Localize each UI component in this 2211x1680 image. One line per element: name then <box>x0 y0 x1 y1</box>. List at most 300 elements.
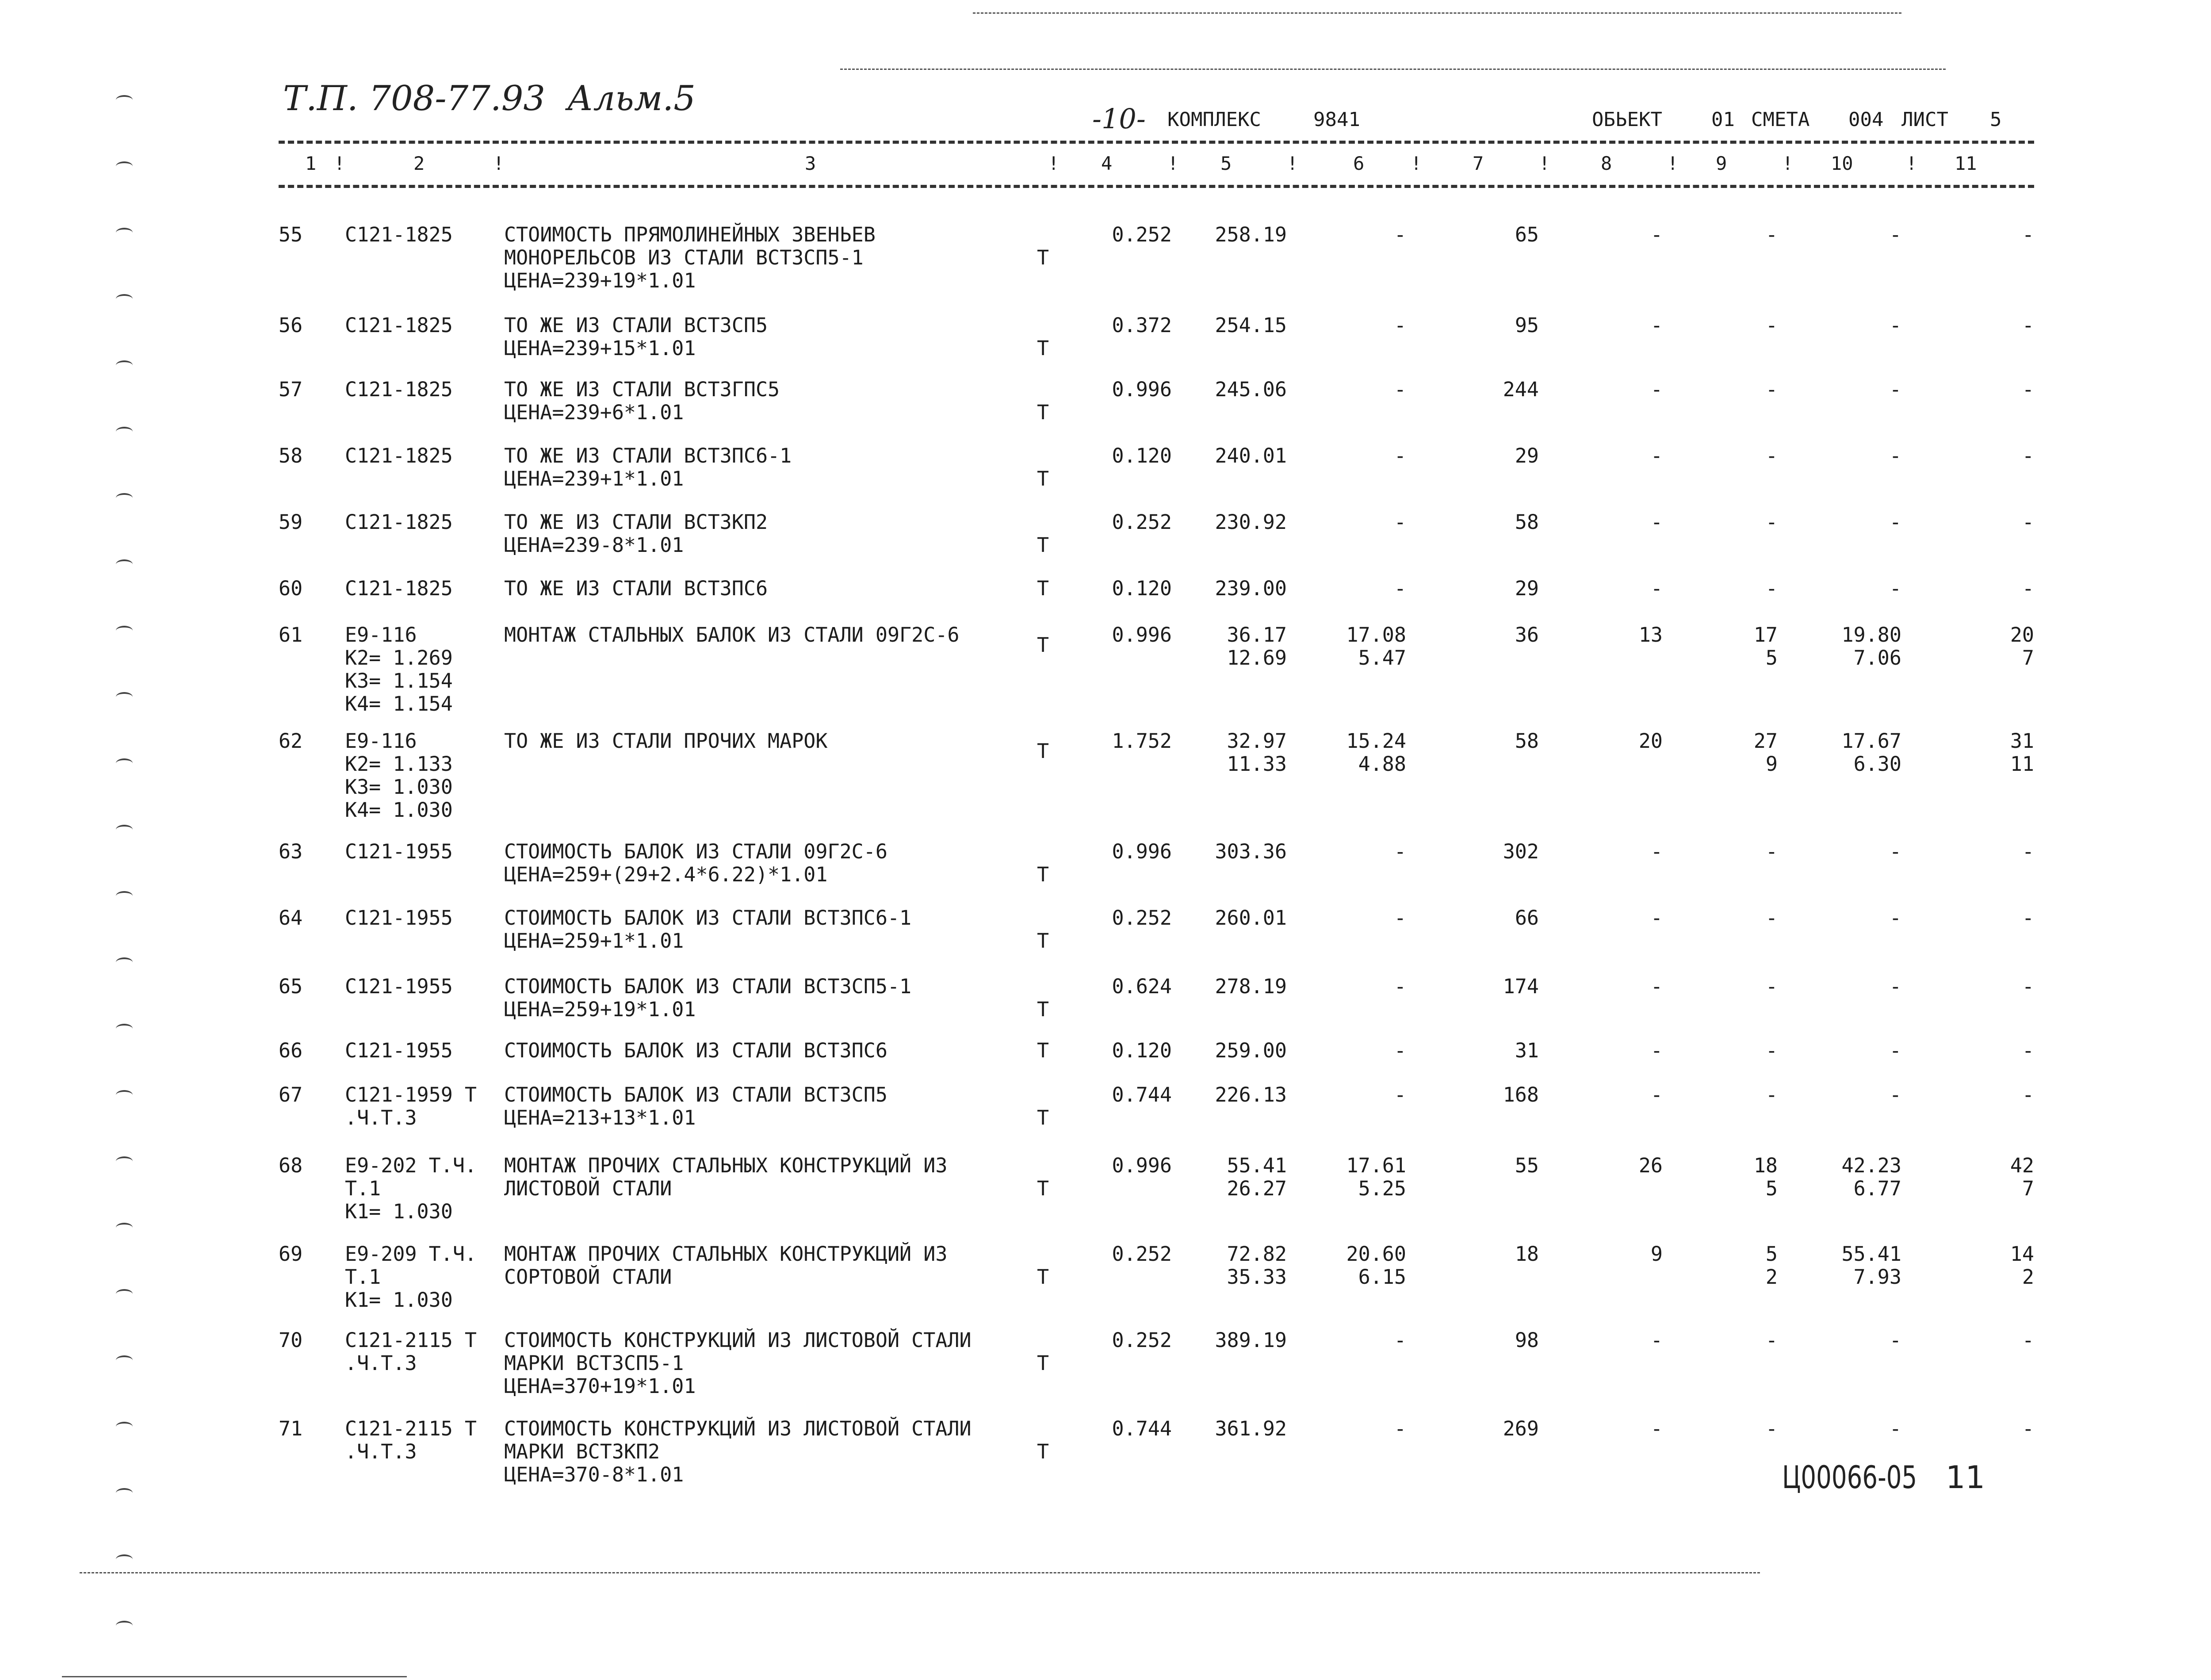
row-description: МАРКИ ВСТ3КП2 <box>504 1440 660 1463</box>
row-col10: - <box>1889 444 1901 467</box>
row-col8: - <box>1650 906 1663 930</box>
row-unit: Т <box>1037 739 1049 763</box>
row-col6: - <box>1394 1039 1406 1062</box>
row-col9: 17 <box>1753 623 1778 647</box>
row-col11: 20 <box>2010 623 2034 647</box>
object-label: ОБЬЕКТ <box>1592 108 1662 131</box>
column-number: 8 <box>1601 153 1612 174</box>
punch-hole <box>116 626 133 635</box>
row-col7: 36 <box>1515 623 1539 647</box>
row-quantity: 0.744 <box>1112 1417 1172 1440</box>
row-col10: - <box>1889 577 1901 600</box>
column-separator: ! <box>1906 153 1917 174</box>
row-quantity: 0.996 <box>1112 378 1172 401</box>
row-col5: 72.82 <box>1227 1242 1287 1266</box>
bottom-scan-line <box>80 1572 1760 1573</box>
row-col10: - <box>1889 1417 1901 1440</box>
row-quantity: 1.752 <box>1112 729 1172 753</box>
row-col11: 31 <box>2010 729 2034 753</box>
punch-hole <box>116 161 133 171</box>
row-col10: - <box>1889 840 1901 863</box>
row-description: ТО ЖЕ ИЗ СТАЛИ ВСТ3ПС6-1 <box>504 444 792 467</box>
punch-hole <box>116 758 133 768</box>
row-col7: 174 <box>1503 975 1539 998</box>
row-quantity: 0.120 <box>1112 444 1172 467</box>
row-code: Т.1 <box>345 1265 381 1289</box>
row-description: СТОИМОСТЬ БАЛОК ИЗ СТАЛИ ВСТ3ПС6 <box>504 1039 887 1062</box>
column-separator: ! <box>1782 153 1794 174</box>
punch-hole <box>116 1090 133 1100</box>
row-col11: - <box>2022 223 2034 246</box>
row-number: 65 <box>279 975 303 998</box>
row-code: Т.1 <box>345 1177 381 1200</box>
row-col10: 17.67 <box>1841 729 1901 753</box>
row-code: С121-1955 <box>345 1039 453 1062</box>
row-number: 68 <box>279 1154 303 1177</box>
row-col7: 58 <box>1515 729 1539 753</box>
bottom-corner-line <box>62 1676 407 1677</box>
row-col5: 240.01 <box>1215 444 1287 467</box>
row-col8: - <box>1650 510 1663 534</box>
column-separator: ! <box>1287 153 1298 174</box>
row-col11: - <box>2022 510 2034 534</box>
punch-hole <box>116 1289 133 1299</box>
row-description: ЦЕНА=370-8*1.01 <box>504 1463 684 1486</box>
row-col7: 55 <box>1515 1154 1539 1177</box>
row-col9: - <box>1765 906 1778 930</box>
row-col9: - <box>1765 510 1778 534</box>
row-col9: 27 <box>1753 729 1778 753</box>
row-col6: 6.15 <box>1358 1265 1406 1289</box>
row-unit: Т <box>1037 1351 1049 1375</box>
row-code: К1= 1.030 <box>345 1200 453 1223</box>
row-col6: 20.60 <box>1346 1242 1406 1266</box>
row-col6: - <box>1394 1417 1406 1440</box>
row-col9: - <box>1765 577 1778 600</box>
row-col11: - <box>2022 1083 2034 1106</box>
row-col9: 5 <box>1765 646 1778 670</box>
row-description: ТО ЖЕ ИЗ СТАЛИ ВСТ3ПС6 <box>504 577 768 600</box>
row-col7: 65 <box>1515 223 1539 246</box>
row-col8: 26 <box>1638 1154 1663 1177</box>
row-col7: 66 <box>1515 906 1539 930</box>
row-col11: - <box>2022 1039 2034 1062</box>
row-quantity: 0.744 <box>1112 1083 1172 1106</box>
row-unit: Т <box>1037 577 1049 600</box>
stamp-code: Ц00066-05 <box>1782 1459 1917 1496</box>
row-col6: - <box>1394 444 1406 467</box>
row-col6: 4.88 <box>1358 752 1406 776</box>
row-col7: 244 <box>1503 378 1539 401</box>
stamp-page: 11 <box>1946 1459 1985 1496</box>
row-description: МОНТАЖ ПРОЧИХ СТАЛЬНЫХ КОНСТРУКЦИЙ ИЗ <box>504 1242 948 1266</box>
row-number: 69 <box>279 1242 303 1266</box>
row-col10: 7.06 <box>1853 646 1901 670</box>
row-description: МАРКИ ВСТ3СП5-1 <box>504 1351 684 1375</box>
row-col6: - <box>1394 378 1406 401</box>
row-col8: - <box>1650 314 1663 337</box>
punch-hole <box>116 559 133 569</box>
row-number: 67 <box>279 1083 303 1106</box>
row-code: Е9-209 Т.Ч. <box>345 1242 477 1266</box>
row-col7: 269 <box>1503 1417 1539 1440</box>
row-unit: Т <box>1037 998 1049 1021</box>
row-code: Е9-116 <box>345 729 417 753</box>
column-number: 1 <box>305 153 317 174</box>
row-col9: - <box>1765 1417 1778 1440</box>
row-description: СТОИМОСТЬ ПРЯМОЛИНЕЙНЫХ ЗВЕНЬЕВ <box>504 223 876 246</box>
row-col11: - <box>2022 906 2034 930</box>
row-col6: - <box>1394 314 1406 337</box>
column-separator: ! <box>1667 153 1679 174</box>
row-col7: 18 <box>1515 1242 1539 1266</box>
row-col5: 389.19 <box>1215 1328 1287 1352</box>
row-col8: - <box>1650 577 1663 600</box>
row-col5: 260.01 <box>1215 906 1287 930</box>
row-code: Е9-116 <box>345 623 417 647</box>
row-col5: 239.00 <box>1215 577 1287 600</box>
row-col8: 20 <box>1638 729 1663 753</box>
punch-hole <box>116 692 133 702</box>
row-col9: - <box>1765 975 1778 998</box>
row-col6: 5.47 <box>1358 646 1406 670</box>
row-description: МОНТАЖ ПРОЧИХ СТАЛЬНЫХ КОНСТРУКЦИЙ ИЗ <box>504 1154 948 1177</box>
row-number: 63 <box>279 840 303 863</box>
row-col9: 5 <box>1765 1177 1778 1200</box>
row-unit: Т <box>1037 467 1049 490</box>
row-col9: - <box>1765 1083 1778 1106</box>
punch-hole <box>116 1223 133 1232</box>
row-description: ТО ЖЕ ИЗ СТАЛИ ВСТ3СП5 <box>504 314 768 337</box>
row-col8: - <box>1650 1039 1663 1062</box>
row-quantity: 0.996 <box>1112 1154 1172 1177</box>
row-description: ЦЕНА=239+19*1.01 <box>504 269 696 292</box>
column-number: 9 <box>1716 153 1727 174</box>
row-code: С121-1955 <box>345 906 453 930</box>
row-col5: 32.97 <box>1227 729 1287 753</box>
row-description: ЦЕНА=259+(29+2.4*6.22)*1.01 <box>504 863 828 886</box>
row-col10: 6.77 <box>1853 1177 1901 1200</box>
row-col8: - <box>1650 378 1663 401</box>
row-number: 60 <box>279 577 303 600</box>
row-col10: 55.41 <box>1841 1242 1901 1266</box>
row-number: 62 <box>279 729 303 753</box>
row-col5: 245.06 <box>1215 378 1287 401</box>
row-number: 55 <box>279 223 303 246</box>
row-unit: Т <box>1037 533 1049 557</box>
row-col11: 42 <box>2010 1154 2034 1177</box>
column-number: 6 <box>1353 153 1365 174</box>
punch-hole <box>116 95 133 105</box>
column-number: 10 <box>1831 153 1853 174</box>
row-code: .Ч.Т.3 <box>345 1106 417 1129</box>
row-col6: 15.24 <box>1346 729 1406 753</box>
row-col10: - <box>1889 1328 1901 1352</box>
punch-hole <box>116 957 133 967</box>
row-col5: 26.27 <box>1227 1177 1287 1200</box>
row-number: 70 <box>279 1328 303 1352</box>
row-col8: - <box>1650 1083 1663 1106</box>
row-unit: Т <box>1037 1106 1049 1129</box>
row-quantity: 0.120 <box>1112 1039 1172 1062</box>
row-col10: - <box>1889 510 1901 534</box>
row-description: СТОИМОСТЬ БАЛОК ИЗ СТАЛИ ВСТ3СП5 <box>504 1083 887 1106</box>
scan-artifact-line <box>973 12 1901 14</box>
row-col6: - <box>1394 1328 1406 1352</box>
row-col6: - <box>1394 1083 1406 1106</box>
column-separator: ! <box>1048 153 1060 174</box>
row-col6: 5.25 <box>1358 1177 1406 1200</box>
estimate-value: 004 <box>1848 108 1884 131</box>
row-col11: - <box>2022 577 2034 600</box>
row-col10: - <box>1889 1039 1901 1062</box>
row-quantity: 0.252 <box>1112 510 1172 534</box>
row-quantity: 0.252 <box>1112 1242 1172 1266</box>
row-col5: 303.36 <box>1215 840 1287 863</box>
row-code: С121-1825 <box>345 223 453 246</box>
row-col7: 29 <box>1515 577 1539 600</box>
row-number: 59 <box>279 510 303 534</box>
column-number: 5 <box>1220 153 1232 174</box>
header-bottom-rule <box>279 185 2034 188</box>
row-code: К2= 1.133 <box>345 752 453 776</box>
row-quantity: 0.252 <box>1112 906 1172 930</box>
punch-hole <box>116 1422 133 1431</box>
row-description: СТОИМОСТЬ КОНСТРУКЦИЙ ИЗ ЛИСТОВОЙ СТАЛИ <box>504 1417 972 1440</box>
row-quantity: 0.624 <box>1112 975 1172 998</box>
row-code: К4= 1.030 <box>345 798 453 822</box>
punch-hole <box>116 1621 133 1630</box>
row-code: К2= 1.269 <box>345 646 453 670</box>
row-col6: - <box>1394 223 1406 246</box>
punch-hole <box>116 427 133 436</box>
row-description: ТО ЖЕ ИЗ СТАЛИ ПРОЧИХ МАРОК <box>504 729 828 753</box>
row-number: 71 <box>279 1417 303 1440</box>
row-col11: - <box>2022 444 2034 467</box>
row-quantity: 0.996 <box>1112 840 1172 863</box>
row-col5: 230.92 <box>1215 510 1287 534</box>
row-col10: - <box>1889 314 1901 337</box>
row-col7: 302 <box>1503 840 1539 863</box>
row-col6: 17.61 <box>1346 1154 1406 1177</box>
row-col10: - <box>1889 906 1901 930</box>
row-col5: 226.13 <box>1215 1083 1287 1106</box>
row-col6: 17.08 <box>1346 623 1406 647</box>
complex-value: 9841 <box>1313 108 1360 131</box>
row-col5: 278.19 <box>1215 975 1287 998</box>
row-description: ЦЕНА=259+1*1.01 <box>504 929 684 953</box>
column-number: 7 <box>1473 153 1484 174</box>
row-description: ЦЕНА=370+19*1.01 <box>504 1374 696 1398</box>
complex-label: КОМПЛЕКС <box>1167 108 1261 131</box>
row-col11: - <box>2022 975 2034 998</box>
column-number: 3 <box>805 153 816 174</box>
row-col5: 55.41 <box>1227 1154 1287 1177</box>
punch-hole <box>116 1355 133 1365</box>
row-col8: - <box>1650 444 1663 467</box>
row-col6: - <box>1394 906 1406 930</box>
row-col8: 13 <box>1638 623 1663 647</box>
row-quantity: 0.372 <box>1112 314 1172 337</box>
row-unit: Т <box>1037 246 1049 269</box>
row-unit: Т <box>1037 1177 1049 1200</box>
row-col10: - <box>1889 223 1901 246</box>
row-col10: 6.30 <box>1853 752 1901 776</box>
row-col8: - <box>1650 840 1663 863</box>
row-code: С121-1825 <box>345 314 453 337</box>
row-col8: - <box>1650 223 1663 246</box>
punch-hole <box>116 360 133 370</box>
row-col9: 2 <box>1765 1265 1778 1289</box>
row-col5: 36.17 <box>1227 623 1287 647</box>
punch-hole <box>116 294 133 304</box>
row-description: МОНОРЕЛЬСОВ ИЗ СТАЛИ ВСТ3СП5-1 <box>504 246 864 269</box>
row-code: С121-2115 Т <box>345 1417 477 1440</box>
row-code: С121-1825 <box>345 577 453 600</box>
punch-hole <box>116 493 133 503</box>
row-col10: 7.93 <box>1853 1265 1901 1289</box>
column-number: 2 <box>413 153 425 174</box>
row-col10: 19.80 <box>1841 623 1901 647</box>
row-col10: 42.23 <box>1841 1154 1901 1177</box>
row-description: СТОИМОСТЬ КОНСТРУКЦИЙ ИЗ ЛИСТОВОЙ СТАЛИ <box>504 1328 972 1352</box>
row-description: СТОИМОСТЬ БАЛОК ИЗ СТАЛИ 09Г2С-6 <box>504 840 887 863</box>
row-number: 61 <box>279 623 303 647</box>
handwritten-reference: Т.П. 708-77.93 Альм.5 <box>283 79 696 119</box>
row-unit: Т <box>1037 1440 1049 1463</box>
row-col11: 11 <box>2010 752 2034 776</box>
row-col5: 12.69 <box>1227 646 1287 670</box>
row-code: К4= 1.154 <box>345 692 453 716</box>
row-col8: - <box>1650 1328 1663 1352</box>
object-value: 01 <box>1711 108 1735 131</box>
page-mark: -10- <box>1092 103 1146 135</box>
row-col11: 7 <box>2022 1177 2034 1200</box>
row-code: С121-1825 <box>345 510 453 534</box>
row-description: МОНТАЖ СТАЛЬНЫХ БАЛОК ИЗ СТАЛИ 09Г2С-6 <box>504 623 960 647</box>
row-col8: - <box>1650 1417 1663 1440</box>
row-description: СОРТОВОЙ СТАЛИ <box>504 1265 672 1289</box>
punch-hole <box>116 825 133 834</box>
row-col9: - <box>1765 314 1778 337</box>
row-description: ЦЕНА=239+15*1.01 <box>504 337 696 360</box>
row-col6: - <box>1394 577 1406 600</box>
row-col11: 2 <box>2022 1265 2034 1289</box>
row-description: ТО ЖЕ ИЗ СТАЛИ ВСТ3КП2 <box>504 510 768 534</box>
row-col6: - <box>1394 840 1406 863</box>
row-col9: - <box>1765 444 1778 467</box>
column-separator: ! <box>1539 153 1550 174</box>
row-description: СТОИМОСТЬ БАЛОК ИЗ СТАЛИ ВСТ3ПС6-1 <box>504 906 912 930</box>
row-col10: - <box>1889 378 1901 401</box>
row-unit: Т <box>1037 863 1049 886</box>
row-col5: 258.19 <box>1215 223 1287 246</box>
sheet-label: ЛИСТ <box>1901 108 1948 131</box>
row-col11: 14 <box>2010 1242 2034 1266</box>
row-col9: - <box>1765 223 1778 246</box>
row-code: К3= 1.154 <box>345 669 453 693</box>
row-code: С121-1955 <box>345 975 453 998</box>
row-col6: - <box>1394 510 1406 534</box>
row-col8: - <box>1650 975 1663 998</box>
row-unit: Т <box>1037 929 1049 953</box>
row-description: ЦЕНА=239-8*1.01 <box>504 533 684 557</box>
punch-hole <box>116 1156 133 1166</box>
row-col9: - <box>1765 1328 1778 1352</box>
row-col5: 254.15 <box>1215 314 1287 337</box>
row-code: С121-1825 <box>345 444 453 467</box>
row-unit: Т <box>1037 1265 1049 1289</box>
row-col9: - <box>1765 1039 1778 1062</box>
row-col11: - <box>2022 1417 2034 1440</box>
row-description: ЦЕНА=239+1*1.01 <box>504 467 684 490</box>
row-col7: 95 <box>1515 314 1539 337</box>
row-description: ЛИСТОВОЙ СТАЛИ <box>504 1177 672 1200</box>
row-col11: - <box>2022 1328 2034 1352</box>
row-unit: Т <box>1037 401 1049 424</box>
row-description: ЦЕНА=259+19*1.01 <box>504 998 696 1021</box>
row-col5: 259.00 <box>1215 1039 1287 1062</box>
punch-hole <box>116 1024 133 1033</box>
row-number: 57 <box>279 378 303 401</box>
row-code: С121-1959 Т <box>345 1083 477 1106</box>
row-col9: - <box>1765 378 1778 401</box>
column-separator: ! <box>1167 153 1179 174</box>
column-number: 4 <box>1101 153 1113 174</box>
row-col5: 35.33 <box>1227 1265 1287 1289</box>
row-unit: Т <box>1037 633 1049 657</box>
row-code: С121-1825 <box>345 378 453 401</box>
row-col7: 168 <box>1503 1083 1539 1106</box>
row-col11: - <box>2022 314 2034 337</box>
row-col5: 11.33 <box>1227 752 1287 776</box>
row-quantity: 0.996 <box>1112 623 1172 647</box>
sheet-value: 5 <box>1990 108 2002 131</box>
row-number: 56 <box>279 314 303 337</box>
punch-hole <box>116 891 133 901</box>
row-col9: 18 <box>1753 1154 1778 1177</box>
column-separator: ! <box>493 153 505 174</box>
row-col7: 29 <box>1515 444 1539 467</box>
column-separator: ! <box>334 153 345 174</box>
row-col9: 5 <box>1765 1242 1778 1266</box>
row-unit: Т <box>1037 1039 1049 1062</box>
row-quantity: 0.252 <box>1112 223 1172 246</box>
row-code: Е9-202 Т.Ч. <box>345 1154 477 1177</box>
row-code: К1= 1.030 <box>345 1288 453 1312</box>
row-col7: 58 <box>1515 510 1539 534</box>
row-col11: - <box>2022 378 2034 401</box>
row-col9: 9 <box>1765 752 1778 776</box>
row-col7: 31 <box>1515 1039 1539 1062</box>
row-quantity: 0.252 <box>1112 1328 1172 1352</box>
scan-artifact-line <box>840 69 1946 70</box>
row-col10: - <box>1889 975 1901 998</box>
row-description: СТОИМОСТЬ БАЛОК ИЗ СТАЛИ ВСТ3СП5-1 <box>504 975 912 998</box>
row-code: К3= 1.030 <box>345 775 453 799</box>
row-code: С121-1955 <box>345 840 453 863</box>
row-code: .Ч.Т.3 <box>345 1440 417 1463</box>
punch-hole <box>116 1554 133 1564</box>
column-number: 11 <box>1955 153 1977 174</box>
row-col9: - <box>1765 840 1778 863</box>
estimate-label: СМЕТА <box>1751 108 1810 131</box>
row-number: 66 <box>279 1039 303 1062</box>
row-unit: Т <box>1037 337 1049 360</box>
row-col6: - <box>1394 975 1406 998</box>
row-col11: 7 <box>2022 646 2034 670</box>
row-code: .Ч.Т.3 <box>345 1351 417 1375</box>
